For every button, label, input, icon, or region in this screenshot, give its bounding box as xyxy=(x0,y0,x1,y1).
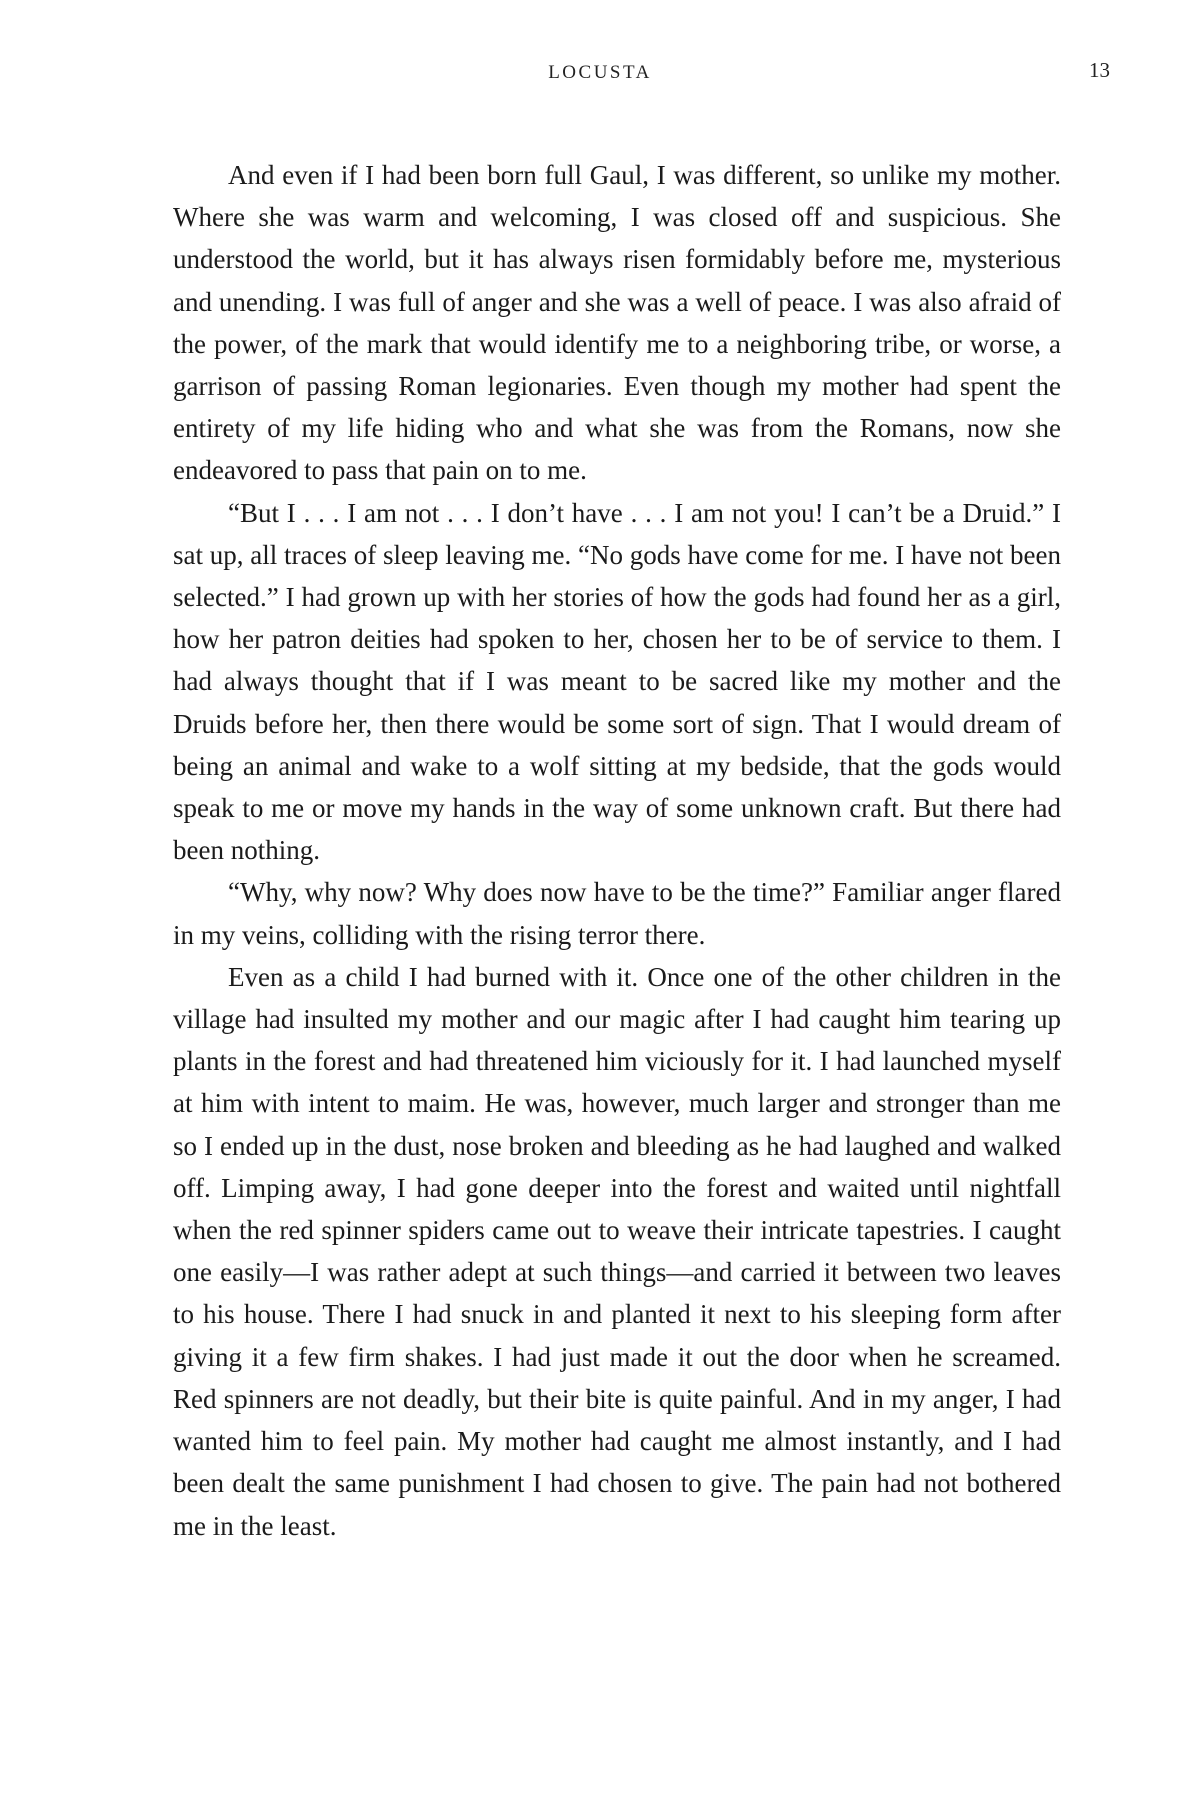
running-head-title: LOCUSTA xyxy=(548,62,652,83)
page-number: 13 xyxy=(1089,58,1110,82)
paragraph: And even if I had been born full Gaul, I was different, so unlike my mother. Where she was warm and welcoming, I was closed off and suspicious. She understood the world, but it has always risen formidably before me, mysterious and unending. I was full of anger and she was a well of peace. I was also afraid of the power, of the mark that would identify me to a neighboring tribe, or worse, a garrison of passing Roman legionaries. Even though my mother had spent the entirety of my life hiding who and what she was from the Romans, now she endeavored to pass that pain on to me. xyxy=(173,160,1061,486)
paragraph: Even as a child I had burned with it. Once one of the other children in the village had insulted my mother and our magic after I had caught him tearing up plants in the forest and had threatened him viciously for it. I had launched myself at him with intent to maim. He was, however, much larger and stronger than me so I ended up in the dust, nose broken and bleeding as he had laughed and walked off. Limping away, I had gone deeper into the forest and waited until nightfall when the red spinner spiders came out to weave their intricate tapestries. I caught one easily—I was rather adept at such things—and carried it between two leaves to his house. There I had snuck in and planted it next to his sleeping form after giving it a few firm shakes. I had just made it out the door when he screamed. Red spinners are not deadly, but their bite is quite painful. And in my anger, I had wanted him to feel pain. My mother had caught me almost instantly, and I had been dealt the same punishment I had chosen to give. The pain had not bothered me in the least. xyxy=(173,961,1061,1541)
body-text xyxy=(173,154,1061,1547)
paragraph: “Why, why now? Why does now have to be the time?” Familiar anger flared in my veins, colliding with the rising terror there. xyxy=(173,877,1061,950)
paragraph: “But I . . . I am not . . . I don’t have . . . I am not you! I can’t be a Druid.” I sat up, all traces of sleep leaving me. “No gods have come for me. I have not been selected.” I had grown up with her stories of how the gods had found her as a girl, how her patron deities had spoken to her, chosen her to be of service to them. I had always thought that if I was meant to be sacred like my mother and the Druids before her, then there would be some sort of sign. That I would dream of being an animal and wake to a wolf sitting at my bedside, that the gods would speak to me or move my hands in the way of some unknown craft. But there had been nothing. xyxy=(173,497,1061,866)
